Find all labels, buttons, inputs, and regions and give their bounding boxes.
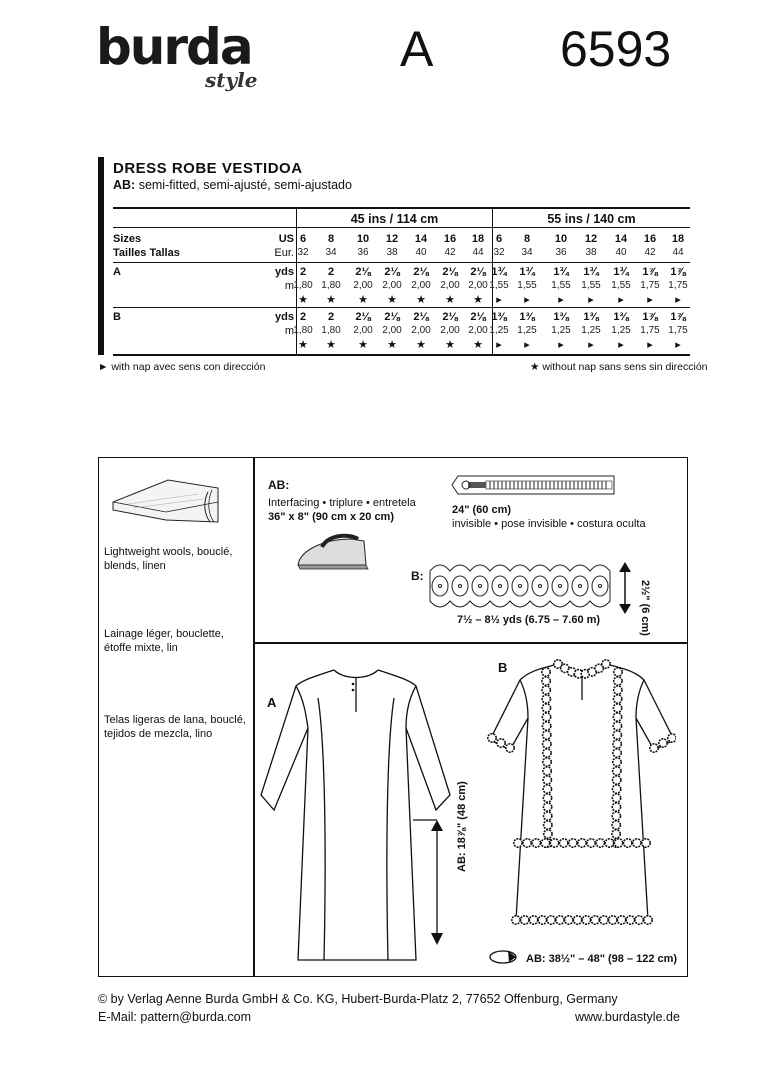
scalloped-trim-icon [428,561,614,611]
triangle-icon: ▸ [618,294,624,306]
star-icon: ★ [326,339,336,351]
yardage-m-cell: 2,00 [440,280,460,291]
yardage-m-cell: 1,75 [668,325,688,336]
yardage-m-cell: 2,00 [353,325,373,336]
yardage-m-cell: 2,00 [468,325,488,336]
variant-letter: A [400,21,434,77]
size-eur-cell: 38 [386,247,398,258]
yardage-yds-cell: 1⅜ [491,311,507,323]
fit-prefix: AB: [113,178,136,192]
fabric-suggestion-fr: Lainage léger, bouclette, étoffe mixte, lin [104,628,224,654]
view-a-length: AB: 18⅞" (48 cm) [456,781,468,872]
size-us-cell: 8 [523,233,531,245]
hem-width: AB: 38½" – 48" (98 – 122 cm) [526,953,678,965]
yardage-m-cell: 1,25 [551,325,571,336]
yardage-yds-cell: 2⅛ [384,266,400,278]
size-eur-cell: 42 [444,247,456,258]
yardage-yds-cell: 2⅛ [413,311,429,323]
yardage-yds-cell: 1¾ [519,266,535,278]
size-us-cell: 18 [671,233,685,245]
size-eur-cell: 36 [555,247,567,258]
star-icon: ★ [298,339,308,351]
size-eur-cell: 32 [297,247,309,258]
triangle-icon: ► [98,361,109,373]
view-a-label: A [267,695,277,710]
star-icon: ★ [445,339,455,351]
yardage-m-cell: 1,55 [517,280,537,291]
yardage-m-cell: 1,25 [611,325,631,336]
yardage-yds-cell: 1¾ [491,266,507,278]
fit-description [113,178,352,192]
star-icon: ★ [358,339,368,351]
legend-with-nap [98,361,265,373]
star-icon: ★ [387,339,397,351]
triangle-icon: ▸ [588,294,594,306]
length-arrow-icon [413,815,443,947]
yardage-m-cell: 1,75 [640,280,660,291]
triangle-icon: ▸ [647,339,653,351]
star-icon: ★ [416,339,426,351]
size-eur-cell: 44 [472,247,484,258]
size-eur-cell: 38 [585,247,597,258]
size-us-cell: 16 [443,233,457,245]
copyright-line: © by Verlag Aenne Burda GmbH & Co. KG, Hubert-Burda-Platz 2, 77652 Offenburg, Germany [98,992,618,1006]
yardage-m-cell: 2,00 [411,280,431,291]
triangle-icon: ▸ [524,294,530,306]
legend-with-nap-text: with nap avec sens con dirección [111,361,266,373]
yardage-m-cell: 1,25 [581,325,601,336]
garment-title: DRESS ROBE VESTIDOA [113,160,303,177]
star-icon: ★ [530,361,540,373]
triangle-icon: ▸ [496,294,502,306]
yardage-yds-cell: 1¾ [583,266,599,278]
fabric-width-45: 45 ins / 114 cm [350,212,439,226]
yardage-yds-cell: 1⅞ [642,311,658,323]
legend-without-nap-text: without nap sans sens sin dirección [542,361,708,373]
star-icon: ★ [473,339,483,351]
star-icon: ★ [416,294,426,306]
title-bar-accent [98,157,104,355]
size-us-cell: 18 [471,233,485,245]
hem-width-icon [488,946,522,968]
size-eur-cell: 44 [672,247,684,258]
yardage-m-cell: 2,00 [440,325,460,336]
yardage-m-cell: 1,55 [611,280,631,291]
size-eur-cell: 40 [415,247,427,258]
fabric-bolt-icon [108,472,223,534]
panel-divider-horizontal [253,642,688,644]
zipper-size: 24" (60 cm) [452,504,512,516]
eur-label: Eur. [274,247,294,259]
size-us-cell: 6 [495,233,503,245]
brand-logo-sub: style [205,68,258,92]
size-eur-cell: 36 [357,247,369,258]
fabric-suggestion-es: Telas ligeras de lana, bouclé, tejidos de mezcla, lino [104,714,246,740]
size-us-cell: 14 [414,233,428,245]
view-b-label: B [498,660,508,675]
fabric-width-55: 55 ins / 140 cm [547,212,636,226]
star-icon: ★ [298,294,308,306]
yardage-yds-cell: 1⅞ [670,266,686,278]
triangle-icon: ▸ [675,294,681,306]
triangle-icon: ▸ [675,339,681,351]
trim-width-arrow-icon [617,560,633,616]
yardage-m-cell: 1,25 [489,325,509,336]
sizes-label-fr-es: Tailles Tallas [113,247,180,259]
legend-without-nap [530,361,708,373]
yardage-yds-cell: 2⅛ [355,266,371,278]
yardage-m-cell: 2,00 [468,280,488,291]
size-us-cell: 12 [385,233,399,245]
yardage-yds-cell: 2⅛ [355,311,371,323]
size-eur-cell: 32 [493,247,505,258]
website-link[interactable]: www.burdastyle.de [575,1010,680,1024]
unit-yds-b: yds [275,311,294,323]
triangle-icon: ▸ [647,294,653,306]
fabric-suggestion-en: Lightweight wools, bouclé, blends, linen [104,546,233,572]
sizes-label: Sizes [113,233,142,245]
yardage-yds-cell: 2⅛ [470,266,486,278]
yardage-yds-cell: 1⅞ [670,311,686,323]
yardage-m-cell: 1,80 [293,280,313,291]
trim-width: 2½" (6 cm) [639,580,651,636]
size-us-cell: 16 [643,233,657,245]
yardage-m-cell: 1,80 [293,325,313,336]
interfacing-size: 36" x 8" (90 cm x 20 cm) [268,511,395,523]
yardage-yds-cell: 1¾ [613,266,629,278]
yardage-m-cell: 1,80 [321,325,341,336]
triangle-icon: ▸ [524,339,530,351]
brand-logo: burda [96,18,252,76]
star-icon: ★ [445,294,455,306]
star-icon: ★ [473,294,483,306]
size-eur-cell: 34 [521,247,533,258]
yardage-m-cell: 1,75 [668,280,688,291]
yardage-yds-cell: 2⅛ [384,311,400,323]
size-us-cell: 10 [356,233,370,245]
row-label-a: A [113,266,121,278]
panel-divider-vertical [253,457,255,977]
yardage-m-cell: 2,00 [353,280,373,291]
invisible-zipper-icon [446,472,621,498]
yardage-yds-cell: 2 [327,266,335,278]
unit-yds-a: yds [275,266,294,278]
size-eur-cell: 40 [615,247,627,258]
size-us-cell: 8 [327,233,335,245]
us-label: US [278,233,294,245]
size-eur-cell: 34 [325,247,337,258]
yardage-m-cell: 2,00 [382,280,402,291]
row-label-b: B [113,311,121,323]
triangle-icon: ▸ [618,339,624,351]
yardage-m-cell: 1,55 [581,280,601,291]
yardage-m-cell: 2,00 [382,325,402,336]
email-contact: E-Mail: pattern@burda.com [98,1010,252,1024]
yardage-yds-cell: 1⅜ [519,311,535,323]
yardage-m-cell: 1,55 [489,280,509,291]
star-icon: ★ [387,294,397,306]
fit-text: semi-fitted, semi-ajusté, semi-ajustado [135,178,352,192]
notions-b-label: B: [411,569,424,583]
size-us-cell: 6 [299,233,307,245]
notions-ab-label: AB: [268,478,290,492]
yardage-yds-cell: 2 [327,311,335,323]
unit-m-a: m [284,280,294,292]
zipper-description: invisible • pose invisible • costura oculta [452,518,646,530]
size-us-cell: 14 [614,233,628,245]
yardage-yds-cell: 2⅛ [442,266,458,278]
size-eur-cell: 42 [644,247,656,258]
dress-b-illustration [486,658,676,940]
yardage-m-cell: 1,75 [640,325,660,336]
size-us-cell: 10 [554,233,568,245]
size-us-cell: 12 [584,233,598,245]
trim-length: 7½ – 8½ yds (6.75 – 7.60 m) [457,614,601,626]
yardage-yds-cell: 1¾ [553,266,569,278]
yardage-yds-cell: 1⅞ [642,266,658,278]
yardage-m-cell: 2,00 [411,325,431,336]
triangle-icon: ▸ [588,339,594,351]
yardage-yds-cell: 2 [299,266,307,278]
yardage-m-cell: 1,25 [517,325,537,336]
star-icon: ★ [326,294,336,306]
yardage-yds-cell: 2⅛ [413,266,429,278]
unit-m-b: m [284,325,294,337]
triangle-icon: ▸ [496,339,502,351]
yardage-yds-cell: 1⅜ [553,311,569,323]
interfacing-text: Interfacing • triplure • entretela [268,497,416,509]
iron-icon [292,527,372,573]
yardage-m-cell: 1,55 [551,280,571,291]
pattern-number: 6593 [560,21,672,77]
yardage-yds-cell: 1⅜ [613,311,629,323]
yardage-yds-cell: 2 [299,311,307,323]
yardage-yds-cell: 2⅛ [442,311,458,323]
yardage-m-cell: 1,80 [321,280,341,291]
triangle-icon: ▸ [558,339,564,351]
yardage-yds-cell: 1⅜ [583,311,599,323]
star-icon: ★ [358,294,368,306]
yardage-yds-cell: 2⅛ [470,311,486,323]
triangle-icon: ▸ [558,294,564,306]
